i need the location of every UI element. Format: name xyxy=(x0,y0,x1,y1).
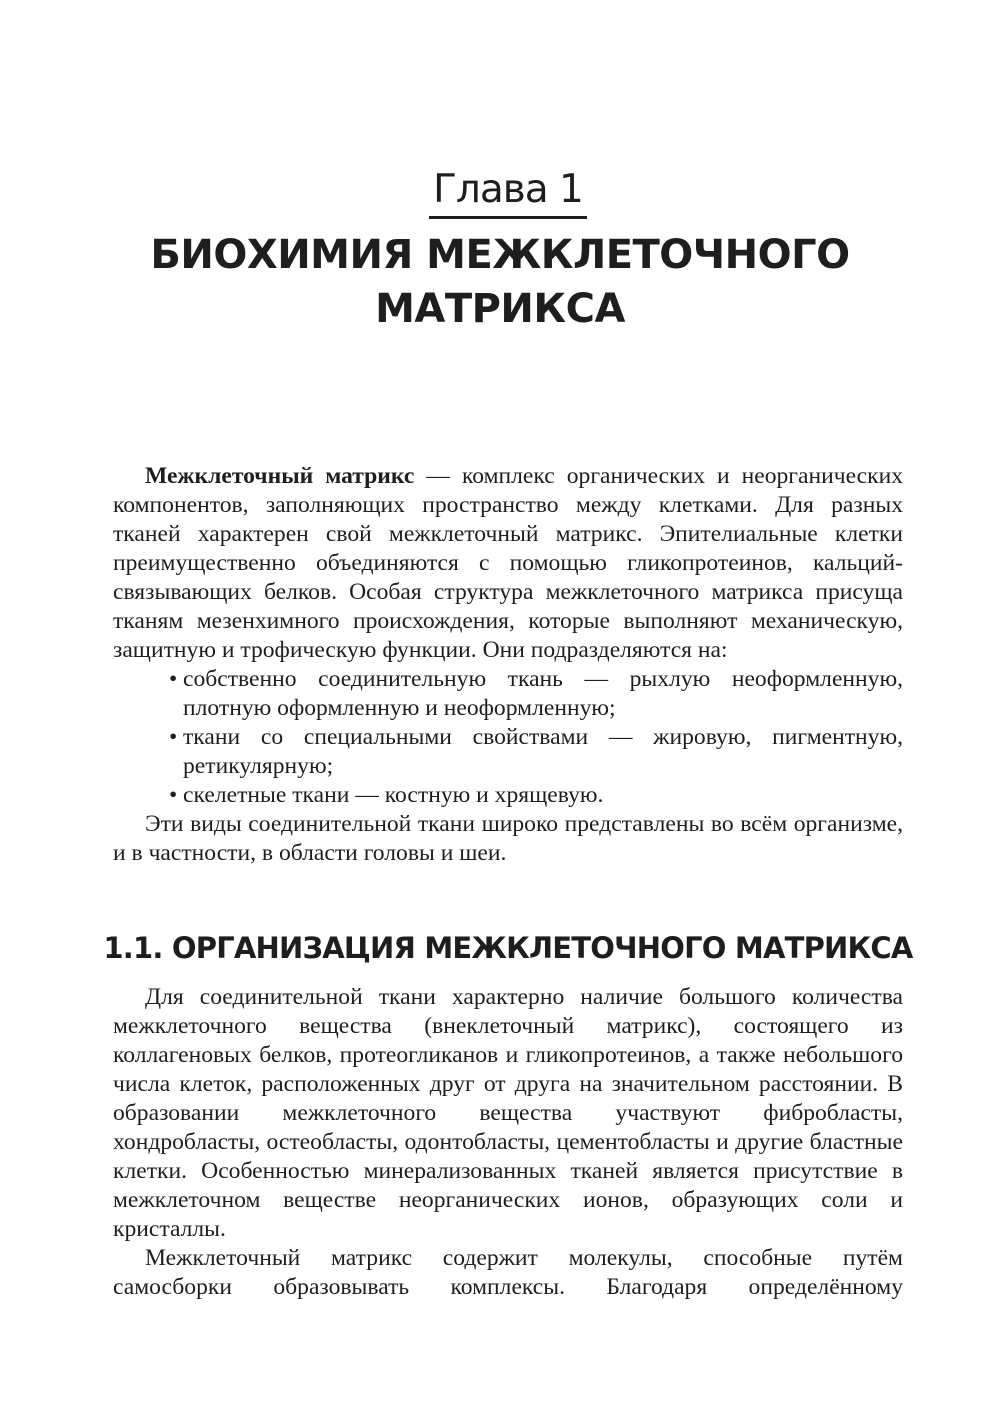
intro-section xyxy=(113,462,903,868)
list-item xyxy=(113,665,903,723)
bullet-icon: • xyxy=(169,782,178,808)
chapter-title-line-1: БИОХИМИЯ МЕЖКЛЕТОЧНОГО xyxy=(150,232,850,278)
section-heading: 1.1. ОРГАНИЗАЦИЯ МЕЖКЛЕТОЧНОГО МАТРИКСА xyxy=(103,931,913,965)
tissue-types-list xyxy=(113,665,903,810)
bullet-icon: • xyxy=(169,666,178,692)
section-paragraph-1: Для соединительной ткани характерно наличие большого количества межклеточного вещества (внеклеточный матрикс), состоящего из коллагеновых белков, протеогликанов и гликопротеинов, а также небольшого числа клеток, расположенных друг от друга на значительном расстоянии. В образовании межклеточного вещества участвуют фибробласты, хондробласты, остеобласты, одонтобласты, цементобласты и другие бластные клетки. Особенностью минерализованных тканей является присутствие в межклеточном веществе неорганических ионов, образующих соли и кристаллы. xyxy=(113,984,903,1242)
list-item xyxy=(113,781,903,810)
list-item-text: ткани со специальными свойствами — жировую, пигментную, ретикулярную; xyxy=(183,724,903,779)
bullet-icon: • xyxy=(169,724,178,750)
intro-closing-paragraph: Эти виды соединительной ткани широко представлены во всём организме, и в частности, в области головы и шеи. xyxy=(113,811,903,866)
section-paragraph-2: Межклеточный матрикс содержит молекулы, способные путём самосборки образовывать комплексы. Благодаря определённому xyxy=(113,1245,903,1300)
list-item xyxy=(113,723,903,781)
chapter-title-line-2: МАТРИКСА xyxy=(375,286,625,332)
section-body xyxy=(113,983,903,1302)
chapter-label xyxy=(0,166,1000,219)
chapter-title xyxy=(0,228,1000,336)
list-item-text: скелетные ткани — костную и хрящевую. xyxy=(183,782,604,808)
intro-term: Межклеточный матрикс xyxy=(145,463,415,489)
intro-paragraph xyxy=(113,462,903,665)
list-item-text: собственно соединительную ткань — рыхлую неоформленную, плотную оформленную и неоформленную; xyxy=(183,666,903,721)
chapter-number: Глава 1 xyxy=(429,166,587,219)
intro-definition: — комплекс органических и неорганических компонентов, заполняющих пространство между клетками. Для разных тканей характерен свой межклеточный матрикс. Эпителиальные клетки преимущественно объединяются с помощью гликопротеинов, кальций-связывающих белков. Особая структура межклеточного матрикса присуща тканям мезенхимного происхождения, которые выполняют механическую, защитную и трофическую функции. Они подразделяются на: xyxy=(113,463,903,663)
